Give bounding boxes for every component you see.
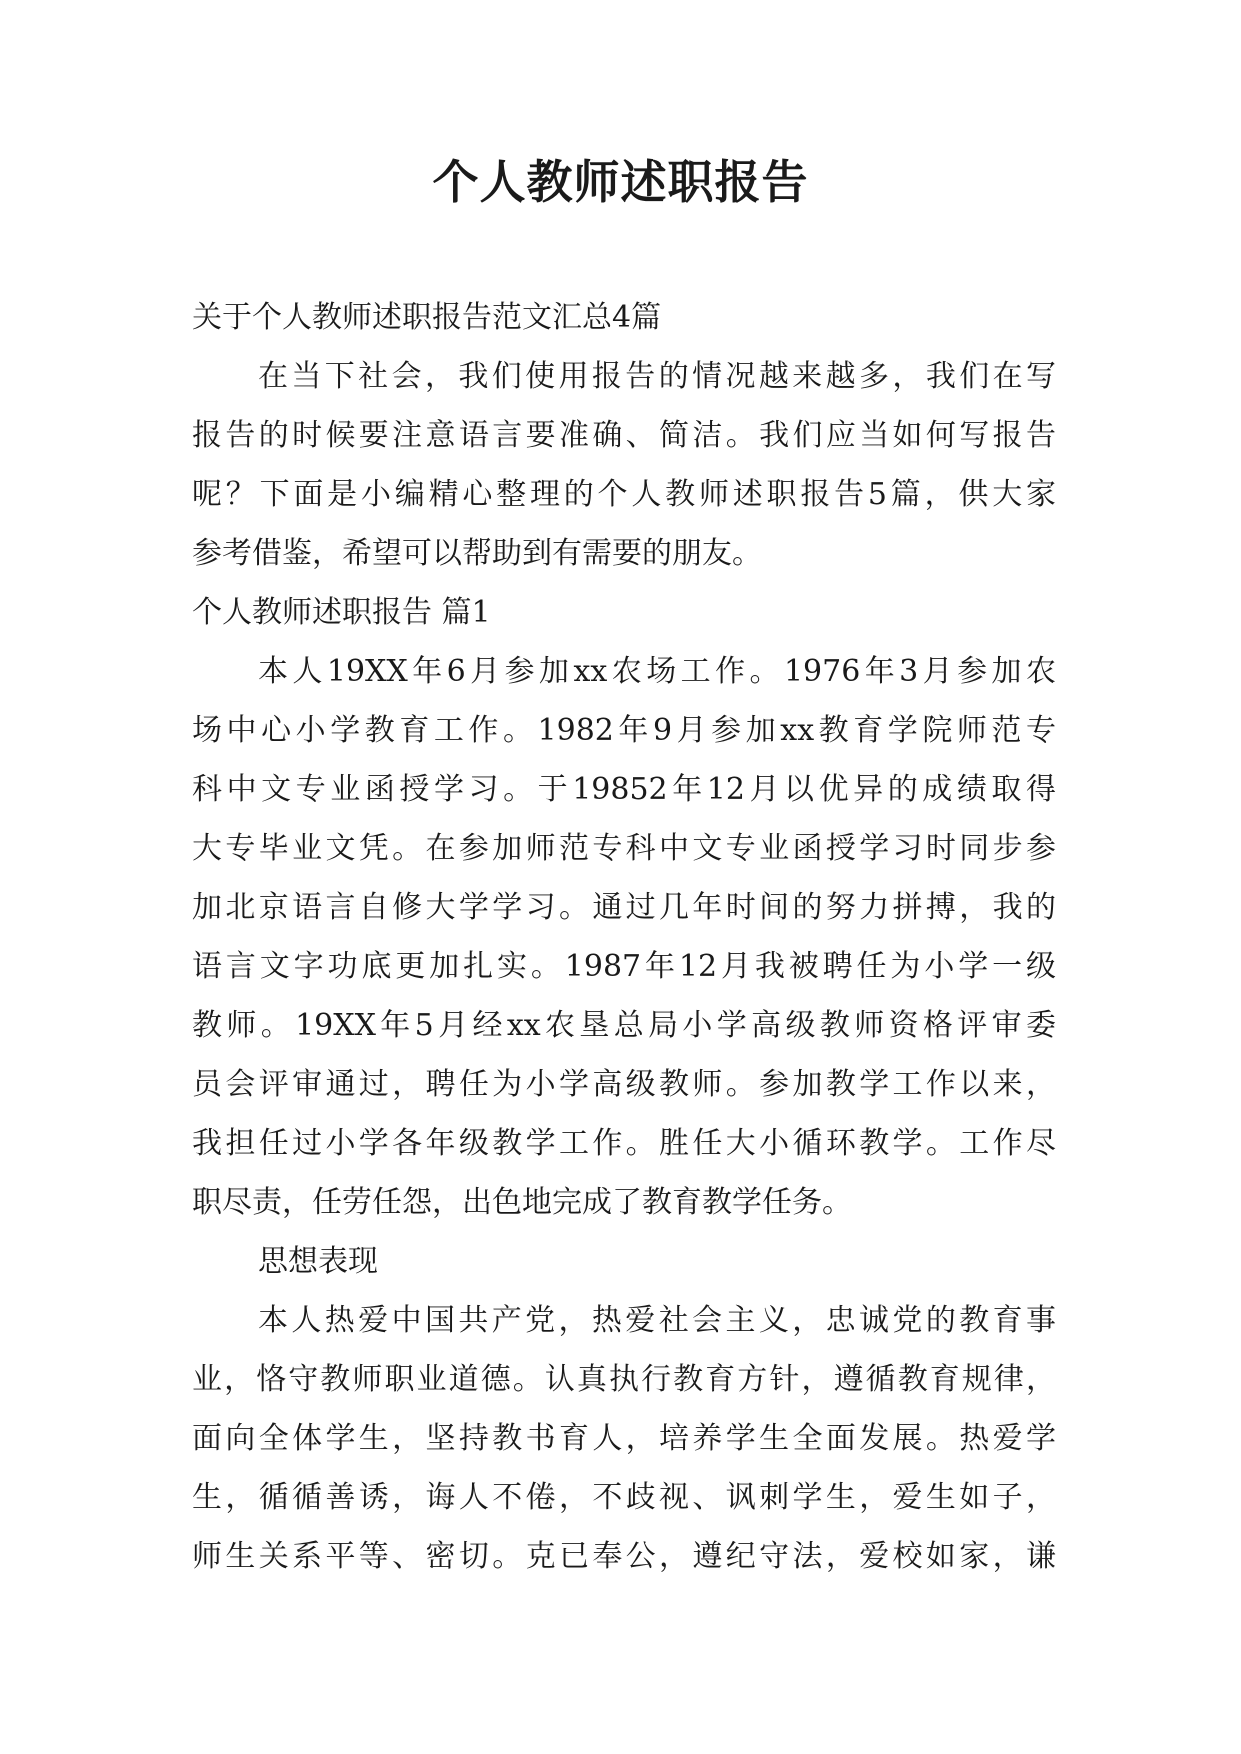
paragraph-line: 语言文字功底更加扎实。1987年12月我被聘任为小学一级 <box>192 949 1056 984</box>
subtitle-line: 关于个人教师述职报告范文汇总4篇 <box>192 300 662 335</box>
paragraph-line: 科中文专业函授学习。于19852年12月以优异的成绩取得 <box>192 772 1056 807</box>
paragraph-line: 报告的时候要注意语言要准确、简洁。我们应当如何写报告 <box>192 418 1056 453</box>
document-body <box>192 288 1056 1586</box>
paragraph-line: 呢？下面是小编精心整理的个人教师述职报告5篇，供大家 <box>192 477 1056 512</box>
paragraph-line: 生，循循善诱，诲人不倦，不歧视、讽刺学生，爱生如子， <box>192 1480 1056 1515</box>
paragraph-line: 职尽责，任劳任怨，出色地完成了教育教学任务。 <box>192 1185 852 1220</box>
paragraph-line: 加北京语言自修大学学习。通过几年时间的努力拼搏，我的 <box>192 890 1056 925</box>
paragraph-line: 在当下社会，我们使用报告的情况越来越多，我们在写 <box>258 359 1056 394</box>
paragraph-line: 教师。19XX年5月经xx农垦总局小学高级教师资格评审委 <box>192 1008 1056 1043</box>
paragraph-line: 我担任过小学各年级教学工作。胜任大小循环教学。工作尽 <box>192 1126 1056 1161</box>
document-title: 个人教师述职报告 <box>432 155 809 209</box>
paragraph-line: 师生关系平等、密切。克已奉公，遵纪守法，爱校如家，谦 <box>192 1539 1056 1574</box>
paragraph-line: 员会评审通过，聘任为小学高级教师。参加教学工作以来， <box>192 1067 1056 1102</box>
section-heading: 个人教师述职报告 篇1 <box>192 595 491 630</box>
paragraph-line: 场中心小学教育工作。1982年9月参加xx教育学院师范专 <box>192 713 1056 748</box>
paragraph-line: 面向全体学生，坚持教书育人，培养学生全面发展。热爱学 <box>192 1421 1056 1456</box>
paragraph-line: 参考借鉴，希望可以帮助到有需要的朋友。 <box>192 536 762 571</box>
paragraph-line: 本人热爱中国共产党，热爱社会主义，忠诚党的教育事 <box>258 1303 1056 1338</box>
paragraph-line: 业，恪守教师职业道德。认真执行教育方针，遵循教育规律， <box>192 1362 1056 1397</box>
paragraph-line: 本人19XX年6月参加xx农场工作。1976年3月参加农 <box>258 654 1056 689</box>
paragraph-line: 大专毕业文凭。在参加师范专科中文专业函授学习时同步参 <box>192 831 1056 866</box>
subsection-heading: 思想表现 <box>258 1244 378 1279</box>
